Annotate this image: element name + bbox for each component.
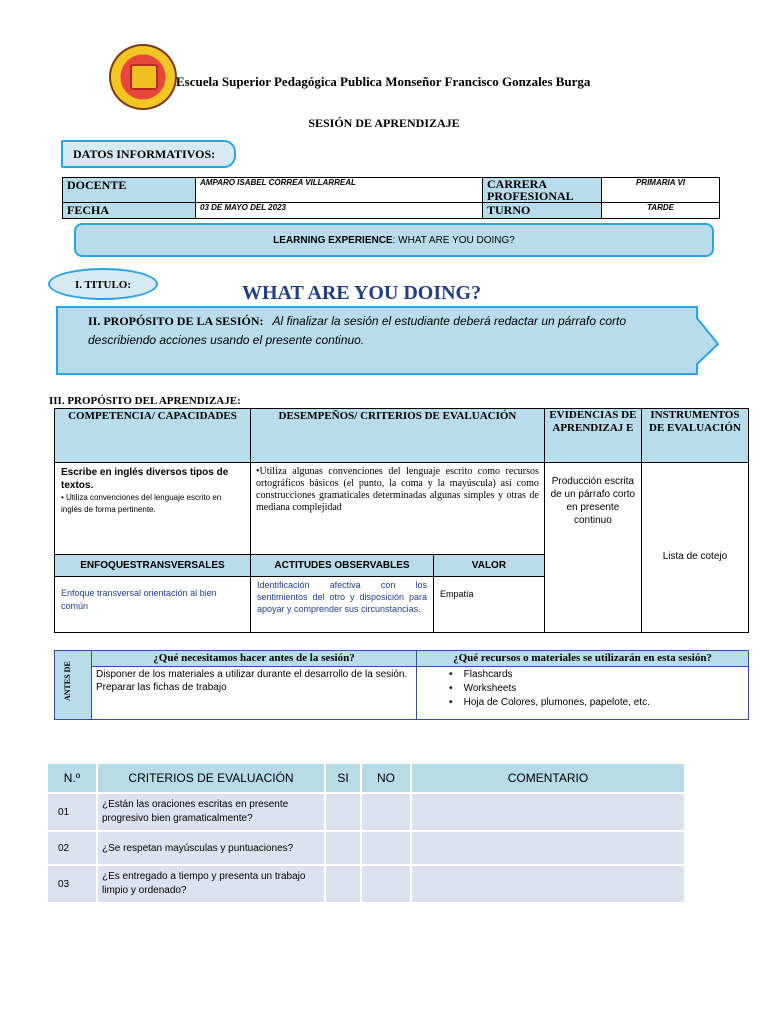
- criterio-comment-cell[interactable]: [411, 831, 685, 865]
- instrumento-cell: Lista de cotejo: [641, 463, 748, 633]
- materials-list: [417, 667, 749, 720]
- antes-question-2: ¿Qué recursos o materiales se utilizarán en esta sesión?: [417, 651, 749, 667]
- competencia-cell: [55, 463, 251, 555]
- criterios-header-si: SI: [325, 763, 361, 793]
- fecha-value: 03 DE MAYO DEL 2023: [196, 203, 483, 219]
- criterio-text: ¿Están las oraciones escritas en presente progresivo bien gramaticalmente?: [97, 793, 325, 831]
- competencia-item: • Utiliza convenciones del lenguaje escrito en inglés de forma pertinente.: [61, 493, 222, 514]
- school-name: Escuela Superior Pedagógica Publica Monseñor Francisco Gonzales Burga: [176, 74, 591, 89]
- aprendizaje-table: [54, 408, 749, 633]
- criterios-header-no: NO: [361, 763, 411, 793]
- instrumentos-header: INSTRUMENTOS DE EVALUACIÓN: [641, 409, 748, 463]
- competencia-item-text: Utiliza convenciones del lenguaje escrito en inglés de forma pertinente.: [61, 493, 222, 514]
- carrera-value: PRIMARIA VI: [602, 178, 720, 203]
- info-table: [62, 177, 720, 219]
- valor-header: VALOR: [434, 555, 545, 577]
- criterio-number: 02: [47, 831, 97, 865]
- material-item-text: Worksheets: [463, 683, 517, 694]
- criterio-row: [47, 831, 685, 865]
- criterios-table: [46, 762, 686, 904]
- criterios-header-n: N.º: [47, 763, 97, 793]
- evidencias-header: EVIDENCIAS DE APRENDIZAJ E: [544, 409, 641, 463]
- proposito-box: [88, 312, 688, 350]
- criterio-comment-cell[interactable]: [411, 793, 685, 831]
- criterio-text: ¿Es entregado a tiempo y presenta un trabajo limpio y ordenado?: [97, 865, 325, 903]
- material-item: • Worksheets: [449, 683, 517, 694]
- criterio-number: 03: [47, 865, 97, 903]
- criterio-row: [47, 865, 685, 903]
- criterio-no-cell[interactable]: [361, 831, 411, 865]
- docente-label: DOCENTE: [63, 178, 196, 203]
- antes-answer-1-line2: Preparar las fichas de trabajo: [96, 682, 227, 693]
- criterio-si-cell[interactable]: [325, 831, 361, 865]
- criterio-row: [47, 793, 685, 831]
- criterio-si-cell[interactable]: [325, 865, 361, 903]
- criterio-number: 01: [47, 793, 97, 831]
- criterio-no-cell[interactable]: [361, 865, 411, 903]
- turno-value: TARDE: [602, 203, 720, 219]
- actitudes-header: ACTITUDES OBSERVABLES: [251, 555, 434, 577]
- antes-answer-1: [92, 667, 417, 720]
- competencia-title: Escribe en inglés diversos tipos de textos.: [61, 467, 229, 491]
- titulo-label: I. TITULO:: [48, 268, 158, 300]
- antes-question-1: ¿Qué necesitamos hacer antes de la sesión?: [92, 651, 417, 667]
- proposito-text: Al finalizar la sesión el estudiante deberá redactar un párrafo corto describiendo acciones usando el presente continuo.: [88, 314, 627, 347]
- antes-side-label: ANTES DE: [63, 661, 72, 701]
- antes-table: [54, 650, 749, 720]
- criterio-text: ¿Se respetan mayúsculas y puntuaciones?: [97, 831, 325, 865]
- material-item: • Flashcards: [449, 669, 513, 680]
- antes-answer-1-line1: Disponer de los materiales a utilizar durante el desarrollo de la sesión.: [96, 669, 408, 680]
- criterio-comment-cell[interactable]: [411, 865, 685, 903]
- desempenos-header: DESEMPEÑOS/ CRITERIOS DE EVALUACIÓN: [251, 409, 545, 463]
- actitud-cell: Identificación afectiva con los sentimientos del otro y disposición para apoyar y comprender sus circunstancias.: [251, 577, 434, 633]
- competencia-header: COMPETENCIA/ CAPACIDADES: [55, 409, 251, 463]
- enfoque-cell: Enfoque transversal orientación al bien común: [55, 577, 251, 633]
- desempeno-cell: •Utiliza algunas convenciones del lenguaje escrito como recursos ortográficos básicos (el punto, la coma y la mayúscula) así como construcciones gramaticales determinadas algunas simples y otras de mediana complejidad: [251, 463, 545, 555]
- logo-emblem: [130, 64, 158, 90]
- valor-cell: Empatía: [434, 577, 545, 633]
- criterio-no-cell[interactable]: [361, 793, 411, 831]
- material-item: • Hoja de Colores, plumones, papelote, etc.: [449, 697, 650, 708]
- carrera-label: CARRERA PROFESIONAL: [483, 178, 602, 203]
- antes-side-cell: [55, 651, 92, 720]
- turno-label: TURNO: [483, 203, 602, 219]
- proposito-label: II. PROPÓSITO DE LA SESIÓN:: [88, 314, 264, 328]
- session-title: SESIÓN DE APRENDIZAJE: [308, 116, 460, 130]
- learning-experience-value: : WHAT ARE YOU DOING?: [392, 235, 515, 246]
- aprendizaje-section-label: III. PROPÓSITO DEL APRENDIZAJE:: [49, 395, 241, 407]
- criterios-header-comentario: COMENTARIO: [411, 763, 685, 793]
- datos-informativos-label: DATOS INFORMATIVOS:: [61, 140, 236, 168]
- criterios-header-criterio: CRITERIOS DE EVALUACIÓN: [97, 763, 325, 793]
- learning-experience-banner: [74, 223, 714, 257]
- titulo-value: WHAT ARE YOU DOING?: [242, 282, 482, 304]
- criterio-si-cell[interactable]: [325, 793, 361, 831]
- evidencia-cell: Producción escrita de un párrafo corto en presente continuo: [544, 463, 641, 633]
- learning-experience-label: LEARNING EXPERIENCE: [273, 235, 393, 246]
- fecha-label: FECHA: [63, 203, 196, 219]
- docente-value: AMPARO ISABEL CORREA VILLARREAL: [196, 178, 483, 203]
- material-item-text: Hoja de Colores, plumones, papelote, etc.: [463, 697, 650, 708]
- enfoques-header: ENFOQUESTRANSVERSALES: [55, 555, 251, 577]
- material-item-text: Flashcards: [463, 669, 513, 680]
